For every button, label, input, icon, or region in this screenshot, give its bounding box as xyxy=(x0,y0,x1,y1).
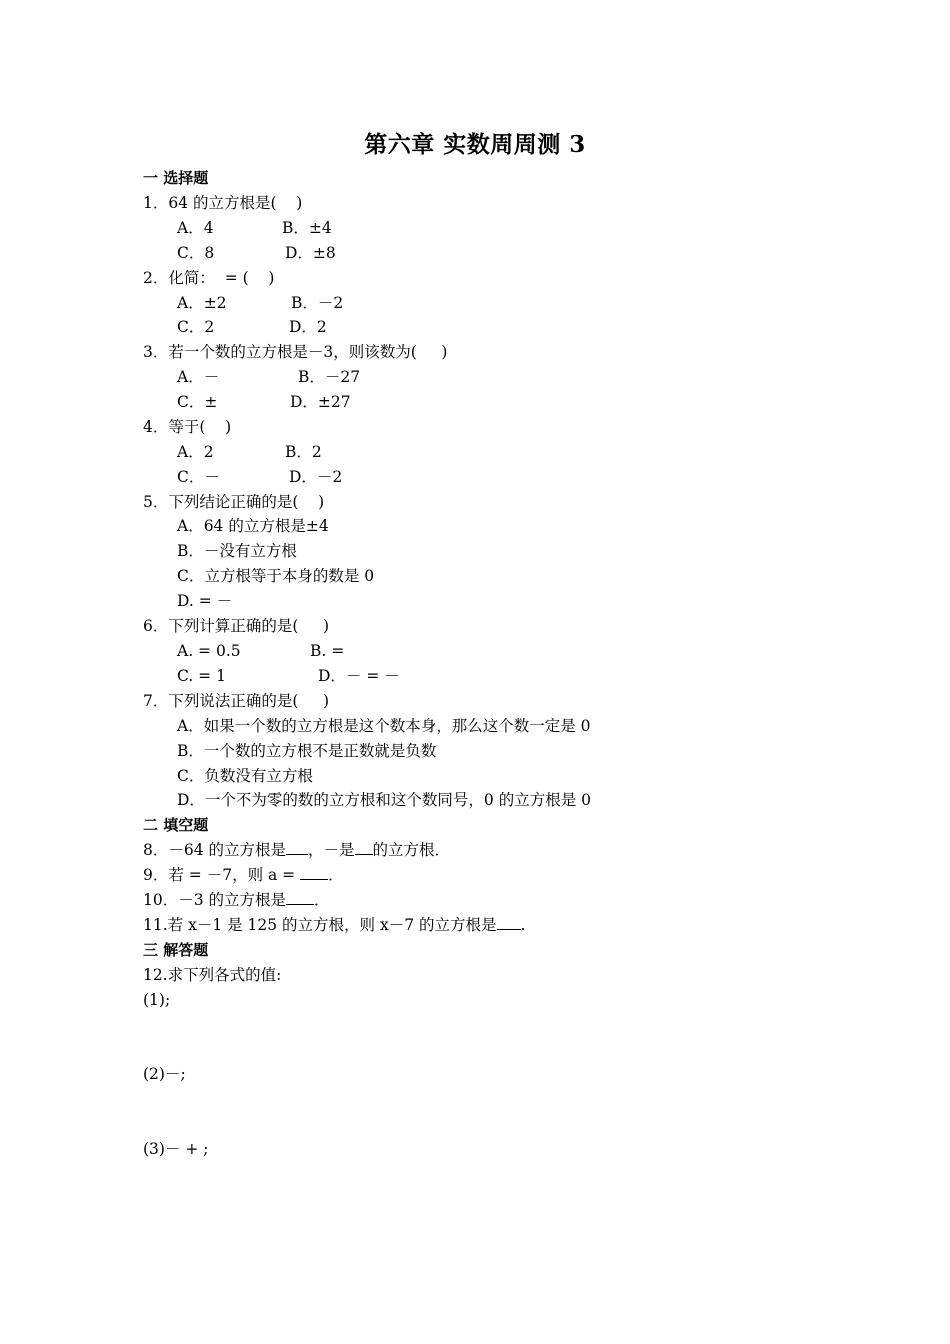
question-1-option-b: B．±4 xyxy=(282,219,332,237)
question-6-option-a: A. = 0.5 xyxy=(177,642,241,660)
question-7-stem: 7．下列说法正确的是( ) xyxy=(143,692,330,710)
question-2-option-a: A．±2 xyxy=(177,294,227,312)
page-title: 第六章 实数周周测 3 xyxy=(364,131,586,158)
question-10-text-2: ． xyxy=(314,891,330,909)
question-1-option-a: A．4 xyxy=(177,219,214,237)
question-11-text-1: 11.若 x－1 是 125 的立方根，则 x－7 的立方根是 xyxy=(143,916,497,934)
question-9-blank xyxy=(300,865,328,880)
question-5-option-c: C．立方根等于本身的数是 0 xyxy=(177,567,375,585)
question-9 xyxy=(143,865,344,885)
question-5-option-d: D. = － xyxy=(177,592,233,610)
question-2-option-d: D．2 xyxy=(289,318,327,336)
question-8-text-1: 8．－64 的立方根是 xyxy=(143,841,287,859)
question-4-option-a: A．2 xyxy=(177,443,214,461)
question-5-stem: 5．下列结论正确的是( ) xyxy=(143,493,325,511)
question-1-stem: 1．64 的立方根是( ) xyxy=(143,194,303,212)
question-3-option-b: B．－27 xyxy=(298,368,361,386)
question-4-stem: 4．等于( ) xyxy=(143,418,232,436)
question-2-option-c: C．2 xyxy=(177,318,215,336)
question-12-sub-2: (2)－; xyxy=(143,1065,186,1083)
question-3-option-c: C．± xyxy=(177,393,218,411)
section-heading-choice: 一 选择题 xyxy=(143,169,209,187)
question-6-option-d: D．－ = － xyxy=(318,667,400,685)
question-3-stem: 3．若一个数的立方根是－3，则该数为( ) xyxy=(143,343,448,361)
question-11-blank xyxy=(497,915,521,930)
question-7-option-c: C．负数没有立方根 xyxy=(177,767,313,785)
question-11-text-2: . xyxy=(520,916,526,934)
question-10-text-1: 10．－3 的立方根是 xyxy=(143,891,287,909)
question-12-stem: 12.求下列各式的值: xyxy=(143,966,282,984)
question-6-option-b: B. = xyxy=(310,642,345,660)
question-6-option-c: C. = 1 xyxy=(177,667,226,685)
question-12-sub-3: (3)－ + ; xyxy=(143,1140,209,1158)
question-2-option-b: B．－2 xyxy=(291,294,344,312)
question-9-text-1: 9．若 = －7，则 a = xyxy=(143,866,301,884)
question-11 xyxy=(143,915,525,935)
question-4-option-c: C．－ xyxy=(177,468,220,486)
question-1-option-c: C．8 xyxy=(177,244,215,262)
question-8-blank-2 xyxy=(355,840,373,855)
question-10 xyxy=(143,890,330,910)
question-4-option-d: D．－2 xyxy=(289,468,343,486)
section-heading-answer: 三 解答题 xyxy=(143,941,209,959)
question-7-option-b: B．一个数的立方根不是正数就是负数 xyxy=(177,742,437,760)
question-7-option-d: D．一个不为零的数的立方根和这个数同号，0 的立方根是 0 xyxy=(177,791,592,809)
section-heading-fill: 二 填空题 xyxy=(143,816,209,834)
question-4-option-b: B．2 xyxy=(285,443,322,461)
question-12-sub-1: (1); xyxy=(143,991,171,1009)
question-5-option-a: A．64 的立方根是±4 xyxy=(177,517,329,535)
question-6-stem: 6．下列计算正确的是( ) xyxy=(143,617,330,635)
question-3-option-d: D．±27 xyxy=(290,393,351,411)
question-3-option-a: A．－ xyxy=(177,368,220,386)
question-9-text-2: ． xyxy=(328,866,344,884)
question-1-option-d: D．±8 xyxy=(285,244,336,262)
question-10-blank xyxy=(286,890,314,905)
question-8-blank-1 xyxy=(286,840,308,855)
question-8-text-2: ，－是 xyxy=(308,841,355,859)
question-8-text-3: 的立方根． xyxy=(372,841,451,859)
question-2-stem: 2．化简： = ( ) xyxy=(143,269,275,287)
question-5-option-b: B．－没有立方根 xyxy=(177,542,297,560)
question-8 xyxy=(143,840,450,860)
question-7-option-a: A．如果一个数的立方根是这个数本身，那么这个数一定是 0 xyxy=(177,717,591,735)
